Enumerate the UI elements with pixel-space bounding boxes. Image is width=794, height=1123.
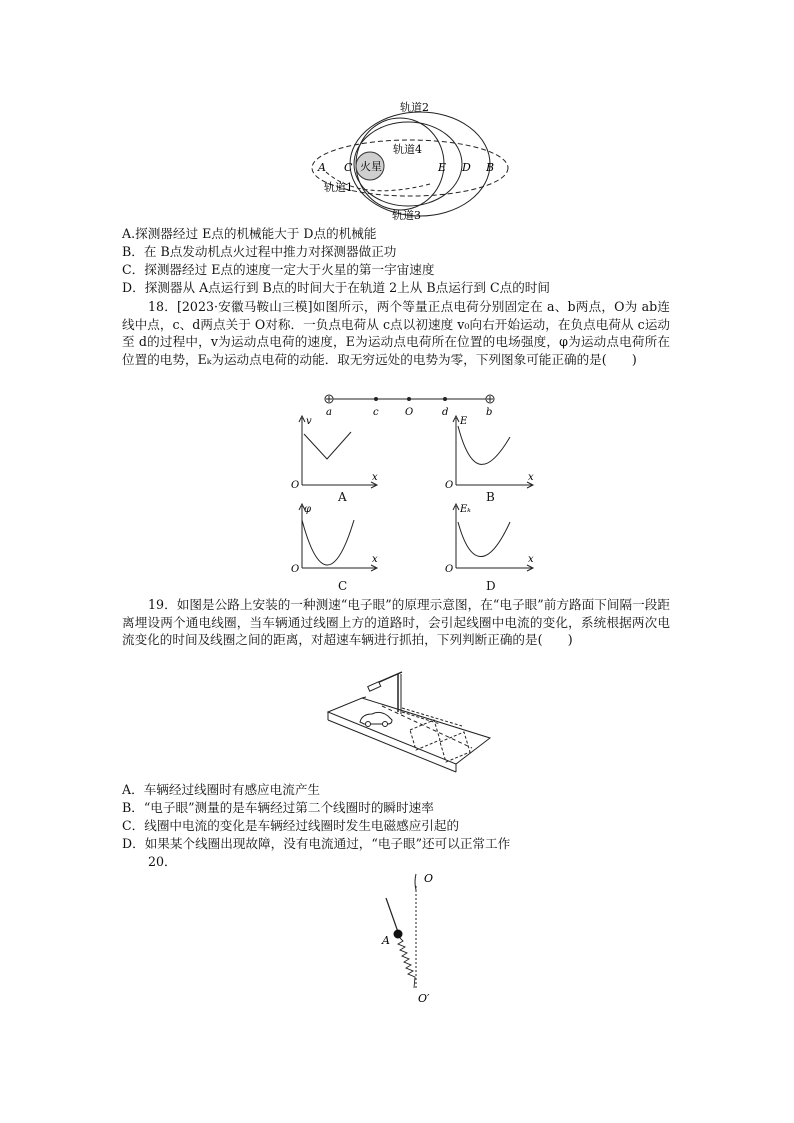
pendulum-figure [370,868,450,1008]
graph-c-curve [302,520,354,565]
ball-A [394,930,403,939]
graph-a [282,410,382,490]
speed-camera-figure [322,664,492,776]
graph-a-curve [304,432,351,459]
graph-c-origin: O [291,564,300,575]
graph-a-origin: O [291,480,300,490]
graph-c [282,500,382,578]
graph-b-curve [458,426,510,464]
point-d-dot [443,397,447,401]
orbit-label-track1: 轨道1 [324,181,353,194]
q17-option-a: A.探测器经过 E点的机械能大于 D点的机械能 [122,226,377,241]
graph-d [438,500,538,578]
label-O-prime: O′ [418,992,430,1005]
camera-box [368,682,381,691]
graph-b-xlabel: x [528,472,534,483]
q17-option-d: D．探测器从 A点运行到 B点的时间大于在轨道 2上从 B点运行到 C点的时间 [122,280,550,295]
label-O: O [405,407,414,418]
graph-b [438,410,538,490]
graph-c-ylabel: φ [304,504,312,515]
orbit-point-C: C [344,161,353,174]
label-c: c [373,407,379,418]
spring [398,938,415,988]
graph-b-ylabel: E [460,416,468,427]
graph-b-origin: O [445,480,454,490]
graph-a-caption: A [338,490,347,504]
q19-option-d: D．如果某个线圈出现故障，没有电流通过，“电子眼”还可以正常工作 [122,836,511,851]
point-O-dot [407,397,411,401]
q19-option-a: A．车辆经过线圈时有感应电流产生 [122,782,321,797]
graph-d-origin: O [445,564,454,575]
q17-option-c: C．探测器经过 E点的速度一定大于火星的第一宇宙速度 [122,262,435,277]
orbit-label-track4: 轨道4 [393,143,422,156]
label-d: d [442,407,449,418]
rod [386,898,398,932]
graph-a-ylabel: v [306,416,312,427]
graph-b-caption: B [486,490,495,504]
q19-option-c: C．线圈中电流的变化是车辆经过线圈时发生电磁感应引起的 [122,818,460,833]
graph-c-xlabel: x [372,554,378,565]
q19-option-b: B．“电子眼”测量的是车辆经过第二个线圈时的瞬时速率 [122,800,434,815]
q19-stem: 19．如图是公路上安装的一种测速“电子眼”的原理示意图，在“电子眼”前方路面下间隔一段距离埋设两个通电线圈，当车辆通过线圈上方的道路时，会引起线圈中电流的变化，系统根据两次电流变化的时间及线圈之间的距离，对超速车辆进行抓拍，下列判断正确的是( ) [122,597,670,647]
label-O-pivot: O [424,872,434,885]
q20-number: 20． [148,854,177,869]
graph-d-ylabel: Eₖ [460,504,471,515]
label-A: A [382,934,390,947]
point-c-dot [374,397,378,401]
orbit-figure [300,98,530,224]
label-b: b [486,407,493,418]
label-a: a [326,407,332,418]
orbit-label-track3: 轨道3 [392,209,421,222]
graph-d-curve [458,522,510,557]
orbit-point-D: D [462,161,471,174]
q18-stem: 18．[2023·安徽马鞍山三模]如图所示，两个等量正点电荷分别固定在 a、b两点，O为 ab连线中点，c、d两点关于 O对称．一负点电荷从 c点以初速度 v₀向右开始运动，在负点电荷从 c运动至 d的过程中，v为运动点电荷的速度，E为运动点电荷所在位置的电场强度，φ为运动点电荷所在位置的电势，Eₖ为运动点电荷的动能．取无穷远处的电势为零，下列图象可能正确的是( ) [122,299,670,367]
orbit-point-E: E [438,161,447,174]
orbit-point-A: A [318,161,326,174]
graph-a-xlabel: x [372,472,378,483]
q17-option-b: B．在 B点发动机点火过程中推力对探测器做正功 [122,244,397,259]
graph-c-caption: C [338,579,348,593]
orbit-point-B: B [486,161,495,174]
graph-d-caption: D [486,579,496,593]
mars-label: 火星 [360,160,382,173]
graph-d-xlabel: x [528,554,534,565]
orbit-label-track2: 轨道2 [400,101,429,114]
